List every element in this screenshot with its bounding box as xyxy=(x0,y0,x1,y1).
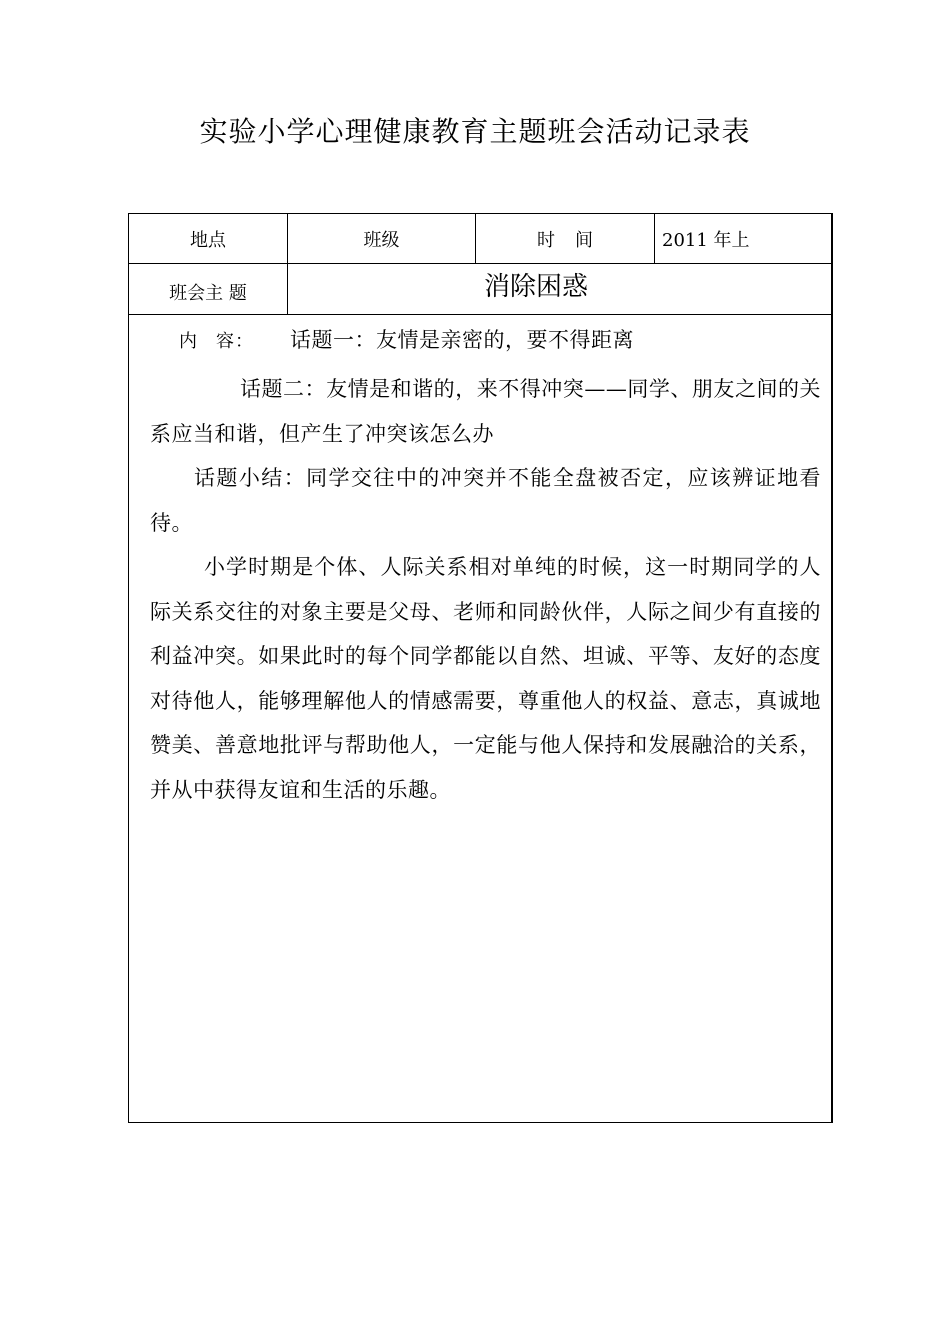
content-paragraph: 小学时期是个体、人际关系相对单纯的时候，这一时期同学的人际关系交往的对象主要是父母、老师和同龄伙伴，人际之间少有直接的利益冲突。如果此时的每个同学都能以自然、坦诚、平等、友好的态度对待他人，能够理解他人的情感需要，尊重他人的权益、意志，真诚地赞美、善意地批评与帮助他人，一定能与他人保持和发展融洽的关系，并从中获得友谊和生活的乐趣。 xyxy=(150,555,821,802)
theme-value: 消除困惑 xyxy=(483,272,588,302)
content-label-part-2: 容： xyxy=(216,331,254,352)
record-table xyxy=(128,213,833,1123)
place-label: 地点 xyxy=(129,214,288,263)
content-section xyxy=(129,315,831,812)
content-label-part-1: 内 xyxy=(179,331,198,352)
content-first-line xyxy=(150,325,821,367)
topic-two: 话题二：友情是和谐的，来不得冲突——同学、朋友之间的关系应当和谐，但产生了冲突该怎么办 xyxy=(150,377,821,446)
info-row xyxy=(129,214,831,264)
time-value: 2011 年上 xyxy=(662,229,750,251)
content-label xyxy=(150,327,290,357)
topic-one: 话题一：友情是亲密的，要不得距离 xyxy=(290,328,634,352)
class-label: 班级 xyxy=(288,214,476,263)
time-label: 时间 xyxy=(476,214,655,263)
theme-label: 班会主 题 xyxy=(129,264,288,314)
topic-summary: 话题小结：同学交往中的冲突并不能全盘被否定，应该辨证地看待。 xyxy=(150,466,821,535)
theme-row xyxy=(129,264,831,315)
document-title: 实验小学心理健康教育主题班会活动记录表 xyxy=(199,115,751,148)
